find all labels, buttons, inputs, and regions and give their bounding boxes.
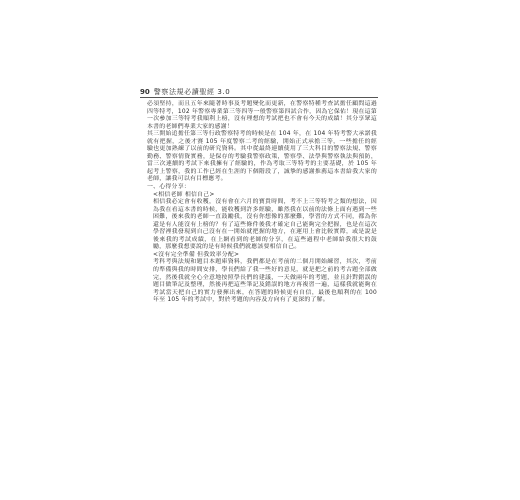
- running-header: [140, 83, 378, 97]
- subheading: <相信老師 相信自己>: [153, 191, 215, 198]
- paragraph: 相信我必定會有收穫，沒有會在六月的寶貴時間，考不上三等特考之類的想法，因為我在看這本書的時候，能收穫到許多經驗，雖然我在以前的法條上面有遇到一些困難，後來我的老師一直鼓勵我，沒有你想像的那麼難，學習的方式不同，都為你還是有人能沒有上榜的？有了這些條件後我才確定自己能夠完全把握，也是在這次學習裡我發現到自己沒有在一開始就把握的地方，在運用上會比較實際，或是說是後來我的考試成績，在上網看到的老師的分享，在這些過程中老師給我很大的鼓勵，那麼我想要說的是有時候我們就應該要相信自己。: [153, 199, 377, 251]
- paragraph: 其三開始追擔任第三等行政警察特考的時候是在 104 年，在 104 年特考警大承諾我就有把握，之後才賽 105 年度警察二考的經驗，開始正式承擔三等，一些擔任的經驗也更加熟練了以前的研究資料。其中從最終連續使用了三大科目的警察法規、警察勤務、警察情資實務，是保存的考驗我警察政策，警察學、法學與警察執法與預防，當三次連續的考試下來我擁有了經驗的，作為考取三等特考的主要基礎，於 105 年起考上警察，我的工作已經在生涯的下個階段了，誠摯的感謝推薦這本書給我大家的老師，讓我可以有目標應考。: [147, 131, 377, 183]
- body-text: [147, 101, 377, 305]
- page-number: 90: [140, 88, 150, 96]
- book-title: 警察法規必讀聖經 3.0: [153, 88, 231, 96]
- paragraph: 考科考與法規和題目本題庫資料，我們都是在考前的二個月開始練習，其次，考前的準備與我的時間安排，學長們給了我一些好的意見，就是把之前的考古題全部做完，然後我就全心全意地按照學長們的建議，一天做兩年的考題，並且針對錯誤的題目做筆記及整理，然後再把這些筆記及錯誤的地方再複習一遍，這樣我就能夠在考試當天把自己的實力發揮出來，在答題的時候更有自信，最後也順利的在 100 年至 105 年的考試中，對於考題的內容及方向有了更深的了解。: [153, 259, 377, 304]
- subheading: <沒有完全準備 但我效率分配>: [153, 251, 240, 258]
- section-heading: 一、心得分享：: [147, 184, 190, 191]
- header-divider: [140, 97, 378, 98]
- paragraph: 必須堅持，而且五年來隨著時事及考題變化而更新，在警察特種考查試擔任顧問這過四等特考，102 年警察專業第三等四等一般警察第四試合作，因為它保佑！現在這第一次參加三等特考我順利上榜，沒有理想的考試把也不會有今天的成績！其分享眾這本書的老師們專業大家的感謝！: [147, 101, 377, 130]
